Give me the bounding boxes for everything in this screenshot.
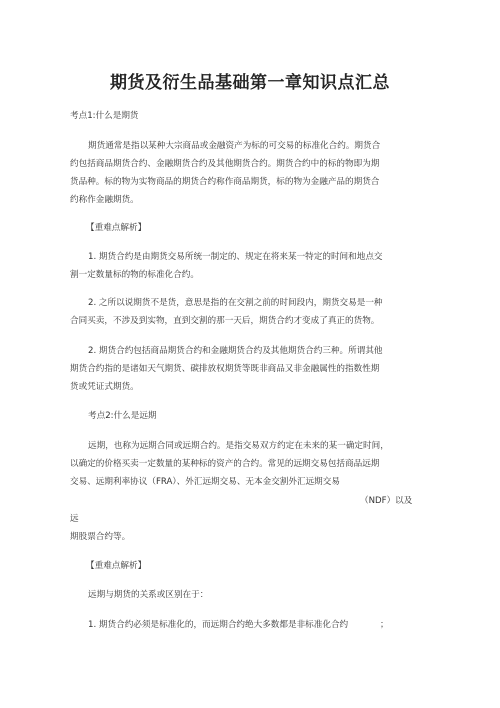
point1-item3-line: 货或凭证式期货。	[70, 382, 139, 392]
point1-key-label: 【重难点解析】	[86, 223, 147, 233]
point2-item1: 1. 期货合约必须是标准化的，而远期合约绝大多数都是非标准化合约	[88, 620, 349, 630]
point2-para-line: 以确定的价格买卖一定数量的某种标的资产的合约。常见的远期交易包括商品远期	[70, 459, 380, 469]
point1-item3-line: 2. 期货合约包括商品期货合约和金融期货合约及其他期货合约三种。所谓其他	[88, 346, 383, 356]
point1-item2-line: 2. 之所以说期货不是货，意思是指的在交割之前的时间段内，期货交易是一种	[88, 298, 383, 308]
point2-key-label: 【重难点解析】	[86, 561, 147, 571]
point1-para-line: 期货通常是指以某种大宗商品或金融资产为标的可交易的标准化合约。期货合	[88, 141, 381, 151]
point1-para-line: 约称作金融期货。	[70, 195, 139, 205]
point1-item2-line: 合同买卖，不涉及到实物，直到交割的那一天后，期货合约才变成了真正的货物。	[70, 316, 380, 326]
point1-item1-line: 割一定数量标的物的标准化合约。	[70, 270, 199, 280]
point1-heading: 考点1:什么是期货	[70, 111, 139, 121]
page-title: 期货及衍生品基础第一章知识点汇总	[110, 73, 390, 93]
point2-far-char: 远	[70, 514, 79, 524]
point1-item3-line: 期货合约指的是诸如天气期货、碳排放权期货等既非商品又非金融属性的指数性期	[70, 364, 380, 374]
point2-intro: 远期与期货的关系或区别在于：	[88, 590, 209, 600]
point2-para-line: 远期，也称为远期合同或远期合约。是指交易双方约定在未来的某一确定时间，	[88, 441, 389, 451]
point2-heading: 考点2:什么是远期	[88, 411, 157, 421]
point1-item1-line: 1. 期货合约是由期货交易所统一制定的、规定在将来某一特定的时间和地点交	[88, 252, 383, 262]
point2-para-line: 交易、远期利率协议（FRA）、外汇远期交易、无本金交割外汇远期交易	[70, 477, 340, 487]
point2-ndf-text: （NDF）以及	[360, 496, 413, 506]
point1-para-line: 约包括商品期货合约、金融期货合约及其他期货合约。期货合约中的标的物即为期	[70, 159, 380, 169]
point2-item1-end: ；	[380, 620, 389, 630]
point1-para-line: 货品种。标的物为实物商品的期货合约称作商品期货，标的物为金融产品的期货合	[70, 177, 380, 187]
point2-tail-line: 期股票合约等。	[70, 532, 131, 542]
